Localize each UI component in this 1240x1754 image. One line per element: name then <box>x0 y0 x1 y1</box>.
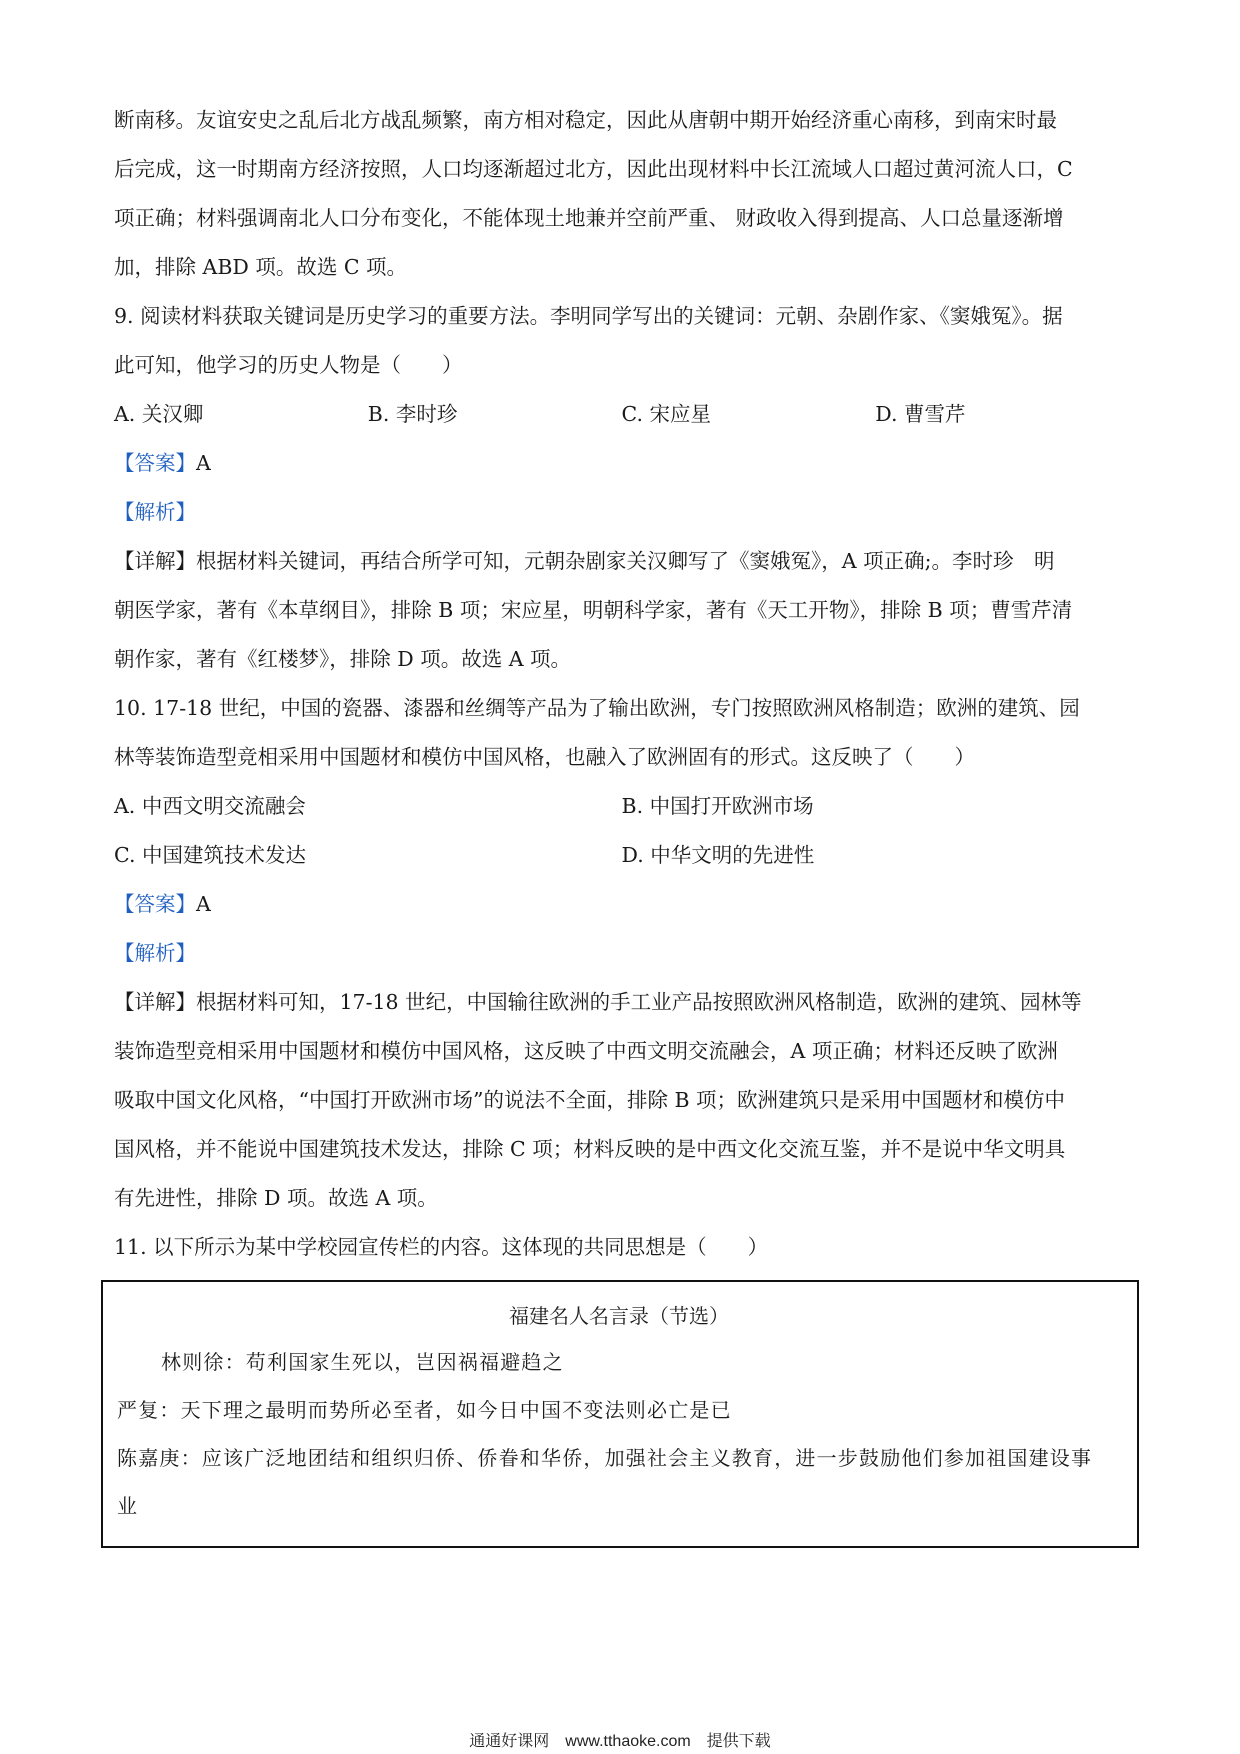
answer-tag: 【答案】 <box>114 451 196 475</box>
q10-stem-line-1: 10. 17-18 世纪，中国的瓷器、漆器和丝绸等产品为了输出欧洲，专门按照欧洲风格制造；欧洲的建筑、园 <box>114 696 1080 720</box>
q9-detail-text-1: 根据材料关键词，再结合所学可知，元朝杂剧家关汉卿写了《窦娥冤》，A 项正确;。李时珍 明 <box>196 549 1055 573</box>
quote-chen-jiageng-cont: 业 <box>117 1494 139 1518</box>
q8-analysis-line-1: 断南移。友谊安史之乱后北方战乱频繁，南方相对稳定，因此从唐朝中期开始经济重心南移，到南宋时最 <box>114 108 1057 132</box>
q9-option-c: C. 宋应星 <box>621 402 711 426</box>
q10-answer <box>114 880 1129 929</box>
q10-options-row-2 <box>114 831 1129 880</box>
q9-option-b: B. 李时珍 <box>367 402 458 426</box>
q9-detail-line-1 <box>114 537 1129 586</box>
detail-tag: 【详解】 <box>114 990 196 1014</box>
q9-answer <box>114 439 1129 488</box>
q9-detail-line-3: 朝作家，著有《红楼梦》，排除 D 项。故选 A 项。 <box>114 647 572 671</box>
q9-option-d: D. 曹雪芹 <box>875 402 966 426</box>
q8-analysis-line-2: 后完成，这一时期南方经济按照，人口均逐渐超过北方，因此出现材料中长江流域人口超过黄河流人口，C <box>114 157 1073 181</box>
q10-detail-line-2: 装饰造型竞相采用中国题材和模仿中国风格，这反映了中西文明交流融会，A 项正确；材料还反映了欧洲 <box>114 1039 1058 1063</box>
q10-detail-line-4: 国风格，并不能说中国建筑技术发达，排除 C 项；材料反映的是中西文化交流互鉴，并不是说中华文明具 <box>114 1137 1066 1161</box>
q10-detail-line-3: 吸取中国文化风格，“中国打开欧洲市场”的说法不全面，排除 B 项；欧洲建筑只是采用中国题材和模仿中 <box>114 1088 1066 1112</box>
q10-option-b: B. 中国打开欧洲市场 <box>621 794 814 818</box>
quote-chen-jiageng: 陈嘉庚：应该广泛地团结和组织归侨、侨眷和华侨，加强社会主义教育，进一步鼓励他们参加祖国建设事 <box>117 1446 1093 1470</box>
q9-options <box>114 390 1129 439</box>
q10-stem-line-2: 林等装饰造型竞相采用中国题材和模仿中国风格，也融入了欧洲固有的形式。这反映了（ ） <box>114 745 975 769</box>
document-page <box>114 96 1129 1548</box>
q9-analysis-heading <box>114 488 1129 537</box>
page-footer: 通通好课网 www.tthaoke.com 提供下载 <box>469 1733 771 1750</box>
q10-detail-line-5: 有先进性，排除 D 项。故选 A 项。 <box>114 1186 438 1210</box>
quote-lin-zexu: 林则徐：苟利国家生死以，岂因祸福避趋之 <box>161 1350 564 1374</box>
q8-analysis-line-4: 加，排除 ABD 项。故选 C 项。 <box>114 255 408 279</box>
q9-stem-line-2: 此可知，他学习的历史人物是（ ） <box>114 353 463 377</box>
quote-box <box>101 1280 1139 1548</box>
q8-analysis-line-3: 项正确；材料强调南北人口分布变化，不能体现土地兼并空前严重、 财政收入得到提高、人口总量逐渐增 <box>114 206 1064 230</box>
detail-tag: 【详解】 <box>114 549 196 573</box>
q10-options-row-1 <box>114 782 1129 831</box>
q10-analysis-heading <box>114 929 1129 978</box>
q9-answer-value: A <box>196 451 211 475</box>
analysis-tag: 【解析】 <box>114 500 196 524</box>
quote-yan-fu: 严复：天下理之最明而势所必至者，如今日中国不变法则必亡是已 <box>117 1398 732 1422</box>
analysis-tag: 【解析】 <box>114 941 196 965</box>
q10-detail-line-1 <box>114 978 1129 1027</box>
answer-tag: 【答案】 <box>114 892 196 916</box>
q10-option-c: C. 中国建筑技术发达 <box>114 843 306 867</box>
q9-detail-line-2: 朝医学家，著有《本草纲目》，排除 B 项；宋应星，明朝科学家，著有《天工开物》，排除 B 项；曹雪芹清 <box>114 598 1073 622</box>
q9-stem-line-1: 9. 阅读材料获取关键词是历史学习的重要方法。李明同学写出的关键词：元朝、杂剧作家、《窦娥冤》。据 <box>114 304 1063 328</box>
q11-stem: 11. 以下所示为某中学校园宣传栏的内容。这体现的共同思想是（ ） <box>114 1235 769 1259</box>
q10-detail-text-1: 根据材料可知，17-18 世纪，中国输往欧洲的手工业产品按照欧洲风格制造，欧洲的建筑、园林等 <box>196 990 1082 1014</box>
q10-option-a: A. 中西文明交流融会 <box>114 794 306 818</box>
quote-box-title: 福建名人名言录（节选） <box>509 1304 729 1328</box>
q9-option-a: A. 关汉卿 <box>114 402 204 426</box>
q10-option-d: D. 中华文明的先进性 <box>621 843 815 867</box>
q10-answer-value: A <box>196 892 211 916</box>
